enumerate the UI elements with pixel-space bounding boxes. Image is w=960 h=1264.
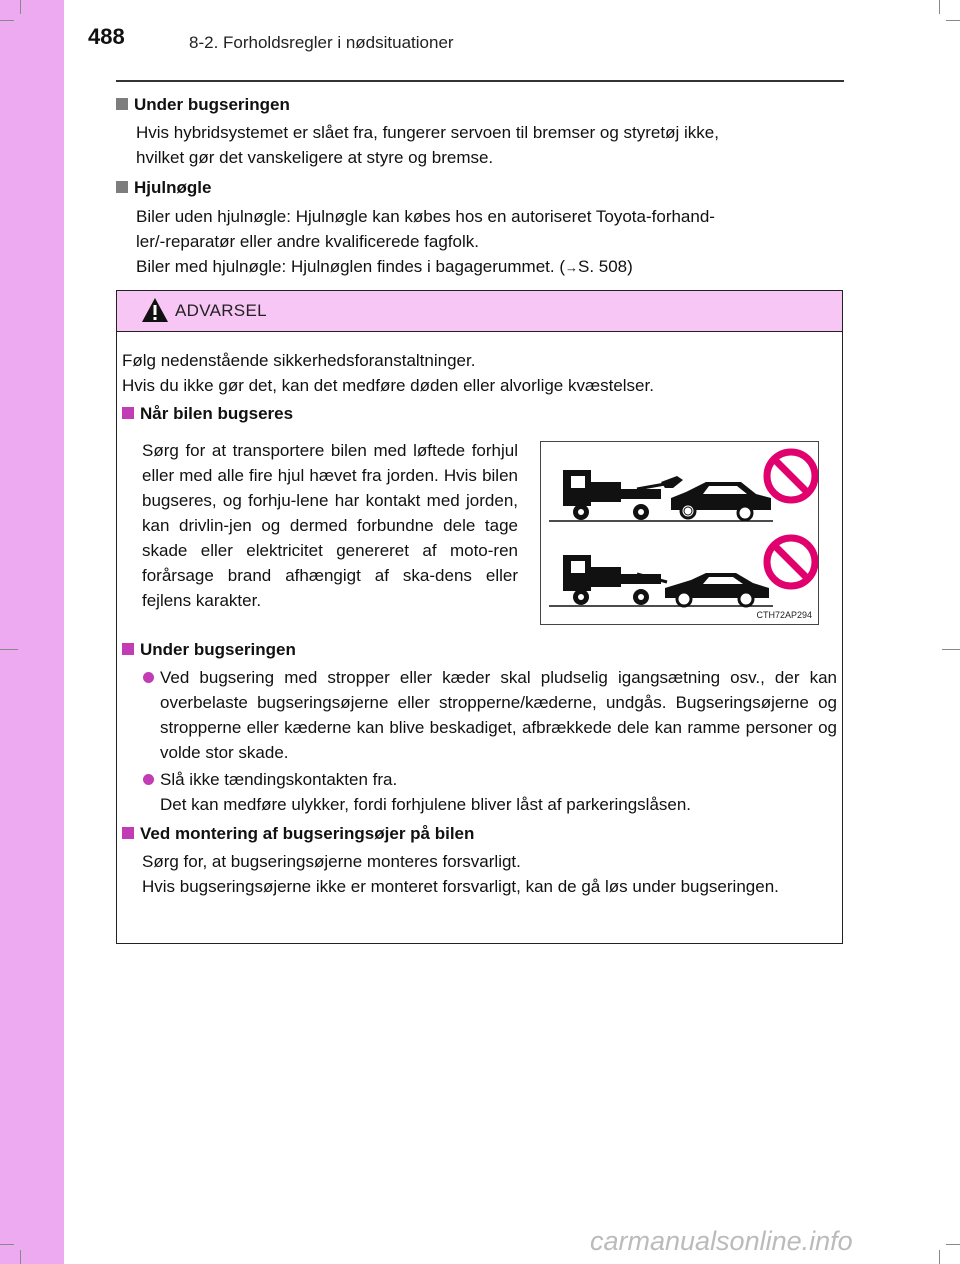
square-marker-icon [116,98,128,110]
tow-truck-prohibited-illustration [541,442,818,624]
warning-sub3-body: Hvis bugseringsøjerne ikke er monteret forsvarligt, kan de gå løs under bugseringen. [142,877,779,896]
section-body: Biler uden hjulnøgle: Hjulnøgle kan købes hos en autoriseret Toyota-forhand- ler/-reparatør eller andre kvalificerede fagfolk. [136,207,715,251]
section-title: 8-2. Forholdsregler i nødsituationer [189,33,454,52]
warning-subheading: Under bugseringen [122,640,296,660]
watermark-logo [588,1222,910,1260]
warning-title: ADVARSEL [175,301,267,320]
section-heading: Under bugseringen [116,95,290,115]
warning-subheading: Ved montering af bugseringsøjer på bilen [122,824,474,844]
page-side-tab [0,0,64,1264]
warning-header [117,291,842,332]
header-divider [116,80,844,82]
section-heading: Hjulnøgle [116,178,211,198]
bullet-dot-icon [143,774,154,785]
square-marker-icon [122,827,134,839]
crop-mark [946,1244,960,1245]
crop-mark [20,0,21,14]
crop-mark [0,649,18,650]
warning-triangle-icon [141,297,169,323]
crop-mark [946,20,960,21]
crop-mark [939,0,940,14]
warning-bullet: Slå ikke tændingskontakten fra. Det kan medføre ulykker, fordi forhjulene bliver låst af parkeringslåsen. [160,770,692,814]
warning-intro: Følg nedenstående sikkerhedsforanstaltninger. Hvis du ikke gør det, kan det medføre døden eller alvorlige kvæstelser. [122,351,654,395]
section-body-line: Biler med hjulnøgle: Hjulnøglen findes i bagagerummet. (→S. 508) [136,257,633,276]
square-marker-icon [122,643,134,655]
crop-mark [939,1250,940,1264]
warning-sub1-body: Sørg for at transportere bilen med løftede forhjul eller med alle fire hjul hævet fra jorden. Hvis bilen bugseres, og forhju-lene har kontakt med jorden, kan drivlin-jen og dermed forbundne dele tage skade eller elektricitet genereret af moto-ren forårsage brand afhængigt af ska-dens eller fejlens karakter. [142,441,518,610]
crop-mark [0,1244,14,1245]
warning-subheading: Når bilen bugseres [122,404,293,424]
crop-mark [0,20,14,21]
arrow-right-icon: → [564,260,578,275]
square-marker-icon [122,407,134,419]
svg-text:carmanualsonline.info: carmanualsonline.info [590,1226,853,1256]
towing-illustration [540,441,819,625]
square-marker-icon [116,181,128,193]
page-reference-link[interactable]: S. 508) [577,257,633,276]
crop-mark [942,649,960,650]
warning-sub3-body: Sørg for, at bugseringsøjerne monteres forsvarligt. [142,852,521,871]
page-number: 488 [88,24,125,49]
warning-bullet: Ved bugsering med stropper eller kæder skal pludselig igangsætning osv., der kan overbelaste bugseringsøjerne eller stropperne/kæderne, undgås. Bugseringsøjerne og stropperne eller kæderne kan blive beskadiget, afbrækkede dele kan ramme personer og volde stor skade. [160,668,837,762]
figure-code: CTH72AP294 [756,610,812,620]
crop-mark [20,1250,21,1264]
bullet-dot-icon [143,672,154,683]
section-body: Hvis hybridsystemet er slået fra, fungerer servoen til bremser og styretøj ikke, hvilket gør det vanskeligere at styre og bremse. [136,123,719,167]
